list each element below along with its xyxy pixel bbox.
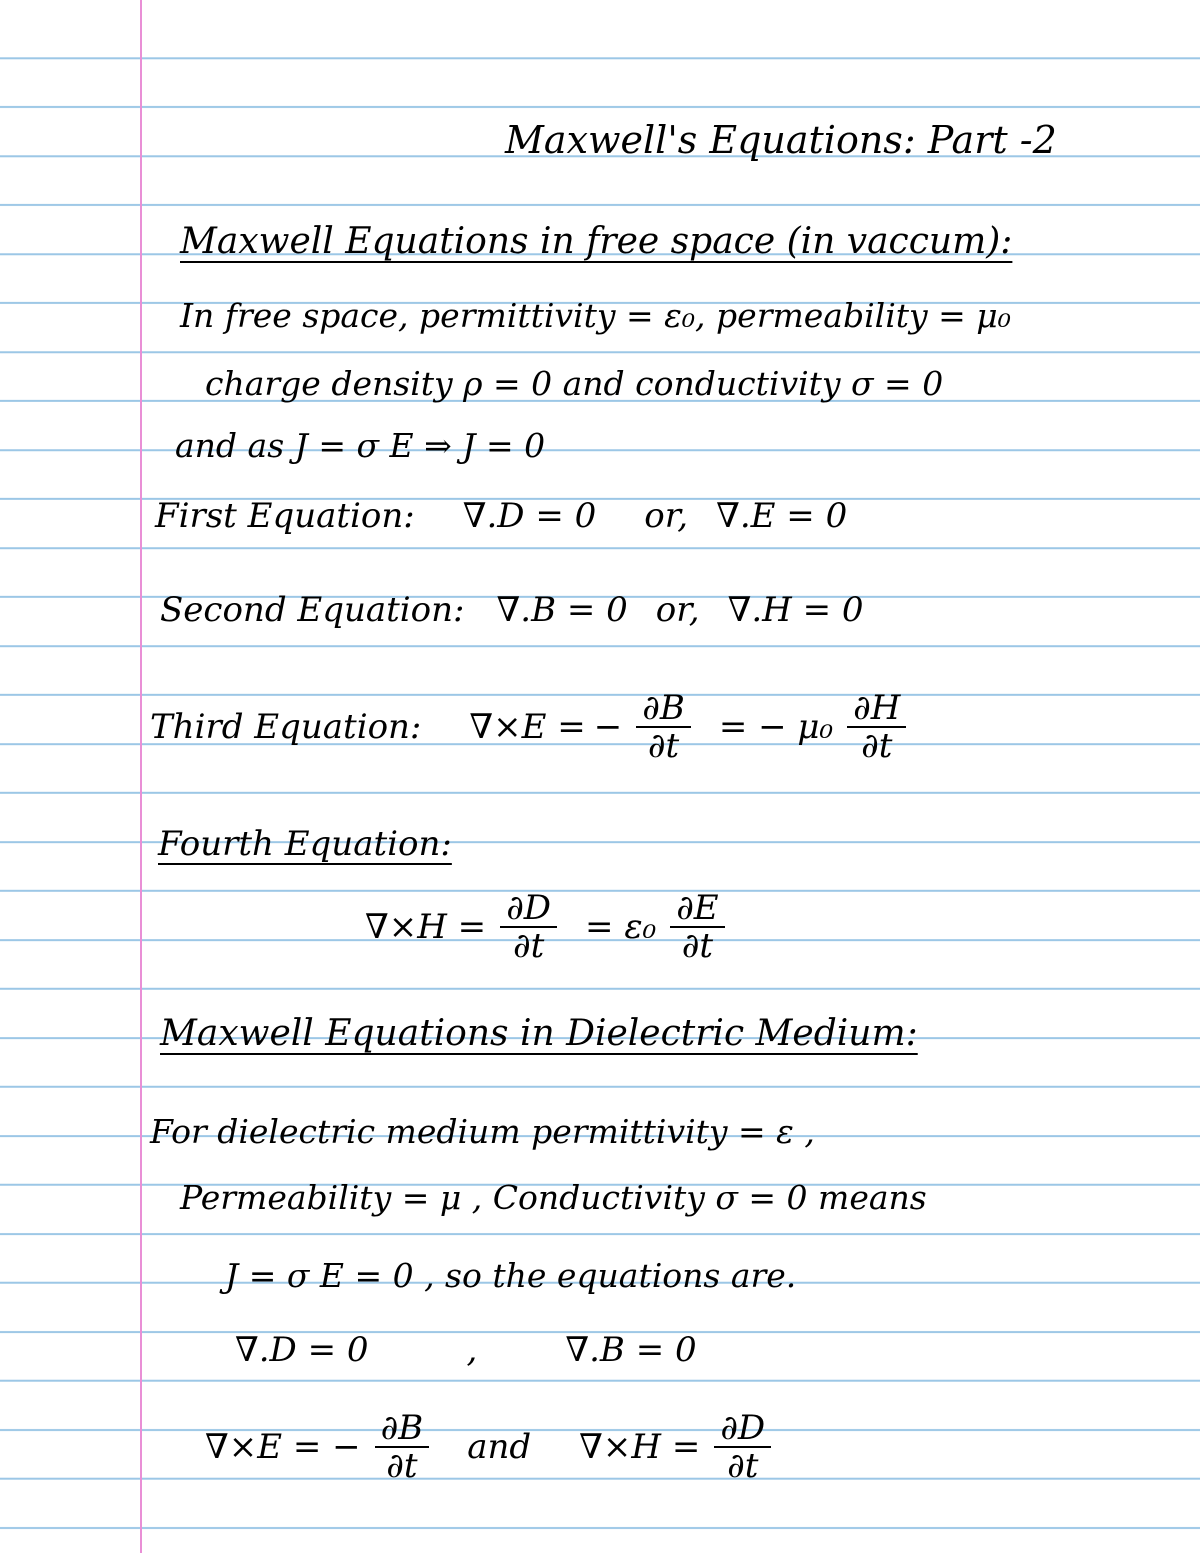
second-equation-label: Second Equation: <box>160 590 465 630</box>
dielectric-line-1: For dielectric medium permittivity = ε , <box>150 1112 815 1151</box>
dielectric-heading: Maxwell Equations in Dielectric Medium: <box>160 1013 918 1054</box>
margin-line <box>140 0 142 1553</box>
dielectric-divergence-equations <box>235 1330 705 1370</box>
third-equation-fraction-2 <box>847 690 906 764</box>
third-equation-den-2: ∂t <box>861 726 893 766</box>
fourth-equation-num-2: ∂E <box>670 890 724 928</box>
first-equation-lhs1: ∇.D = 0 <box>462 496 597 536</box>
second-equation-lhs2: ∇.H = 0 <box>727 590 864 630</box>
dielectric-curl-h-fraction <box>714 1410 771 1484</box>
second-equation-lhs1: ∇.B = 0 <box>496 590 628 630</box>
fourth-equation-num-1: ∂D <box>500 890 557 928</box>
dielectric-eq-1: ∇.D = 0 <box>235 1330 369 1370</box>
free-space-line-3: and as J = σ E ⇒ J = 0 <box>175 426 546 465</box>
dielectric-eq-2: ∇.B = 0 <box>565 1330 697 1370</box>
dielectric-curl-h: ∇×H = <box>579 1427 701 1467</box>
fourth-equation-den-1: ∂t <box>512 926 545 966</box>
dielectric-line-2: Permeability = μ , Conductivity σ = 0 means <box>180 1178 927 1217</box>
second-equation <box>160 590 872 630</box>
free-space-line-1: In free space, permittivity = ε₀, permeability = μ₀ <box>180 296 1011 335</box>
fourth-equation-eq2: = ε₀ <box>585 907 657 947</box>
first-equation-sep: or, <box>644 496 689 536</box>
dielectric-curl-h-num: ∂D <box>714 1410 771 1448</box>
dielectric-and: and <box>467 1427 532 1467</box>
first-equation-label: First Equation: <box>155 496 415 536</box>
third-equation <box>150 690 914 764</box>
fourth-equation <box>365 890 733 964</box>
dielectric-curl-e-fraction <box>375 1410 430 1484</box>
second-equation-sep: or, <box>655 590 700 630</box>
dielectric-curl-e-num: ∂B <box>375 1410 430 1448</box>
first-equation <box>155 496 855 536</box>
fourth-equation-label: Fourth Equation: <box>158 824 452 864</box>
third-equation-lhs: ∇×E = <box>469 707 586 747</box>
dielectric-curl-e-den: ∂t <box>386 1446 418 1486</box>
fourth-equation-den-2: ∂t <box>681 926 714 966</box>
dielectric-curl-e: ∇×E = − <box>205 1427 361 1467</box>
third-equation-num-1: ∂B <box>636 690 691 728</box>
third-equation-label: Third Equation: <box>150 707 422 747</box>
dielectric-curl-h-den: ∂t <box>727 1446 759 1486</box>
dielectric-line-3: J = σ E = 0 , so the equations are. <box>225 1256 797 1295</box>
fourth-equation-lhs: ∇×H = <box>365 907 487 947</box>
third-equation-num-2: ∂H <box>847 690 906 728</box>
first-equation-lhs2: ∇.E = 0 <box>716 496 848 536</box>
free-space-heading: Maxwell Equations in free space (in vaccum): <box>180 221 1013 262</box>
dielectric-curl-equations <box>205 1410 779 1484</box>
dielectric-comma: , <box>466 1330 478 1370</box>
third-equation-eq2: = − μ₀ <box>718 707 834 747</box>
page-title: Maxwell's Equations: Part -2 <box>505 118 1057 162</box>
third-equation-den-1: ∂t <box>647 726 680 766</box>
free-space-line-2: charge density ρ = 0 and conductivity σ = 0 <box>205 364 944 403</box>
fourth-equation-fraction-1 <box>500 890 557 964</box>
fourth-equation-fraction-2 <box>670 890 724 964</box>
third-equation-minus: − <box>593 707 623 747</box>
third-equation-fraction-1 <box>636 690 691 764</box>
